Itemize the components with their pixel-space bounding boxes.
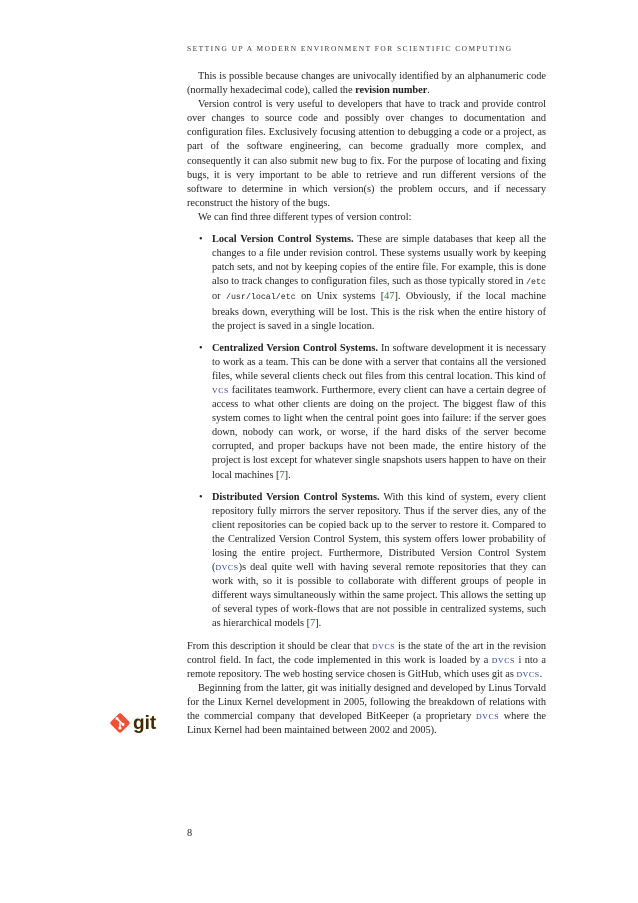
- text-run: This is possible because changes are univocally identified by an alphanumeric code (normally hexadecimal code), called the: [187, 71, 546, 97]
- code-path: /etc: [526, 278, 546, 288]
- citation-link[interactable]: 47: [384, 291, 395, 303]
- bullet-icon: •: [199, 342, 203, 354]
- page-number: 8: [187, 828, 193, 839]
- running-head: SETTING UP A MODERN ENVIRONMENT FOR SCIENTIFIC COMPUTING: [187, 44, 513, 53]
- paragraph-revision-number: [187, 70, 546, 98]
- text-run: ].: [284, 469, 291, 481]
- body-text: [187, 70, 546, 738]
- paragraph-dvcs-conclusion: [187, 640, 546, 682]
- paragraph-version-control: Version control is very useful to developers that have to track and provide control over changes to source code and possibly over changes to documentation and configuration files. Exclusively focusing attention to debugging a code or a project, as part of the software engineering, can become gradually more complex, and consequently it can also submit new bug to fix. For the purpose of locating and fixing bugs, it is very important to be able to retrieve and run different versions of the software to determine in which version(s) the problem occurs, and if necessary reconstruct the history of the bugs.: [187, 99, 546, 209]
- git-logo-text: git: [133, 713, 157, 734]
- text-run: Beginning from the latter, git was initially designed and developed by Linus Torvald for the Linux Kernel development in 2005, following the breakdown of relations with the commercial company that developed BitKeeper (a proprietary: [187, 682, 546, 723]
- text-run: ].: [315, 618, 322, 630]
- acronym-link[interactable]: DVCS: [476, 712, 500, 722]
- git-logo: [108, 710, 168, 736]
- item-title: Centralized Version Control Systems.: [212, 342, 378, 354]
- text-run: In software development it is necessary to work as a team. This can be done with a server that contains all the versioned files, while several clients check out files from this central location. This kind of: [212, 342, 546, 382]
- vcs-types-list: [187, 233, 546, 632]
- text-run: is the state of the art in the revision control field. In fact, the code implemented in this work is loaded by a: [187, 640, 546, 666]
- text-run: .: [427, 85, 430, 97]
- item-title: Distributed Version Control Systems.: [212, 491, 380, 503]
- text-run: .: [539, 668, 543, 680]
- acronym-link[interactable]: DVCS: [215, 563, 239, 573]
- text-run: facilitates teamwork. Furthermore, every client can have a certain degree of access to what other clients are doing on the project. The biggest flaw of this system comes to light when the central point goes into failure: if the server goes down, nobody can work, or worse, if the hard disks of the server become corrupted, and proper backups have not been made, the entire history of the project is lost except for whatever single snapshots users happen to have on their local machines [: [212, 384, 546, 481]
- text-run: From this description it should be clear that: [187, 640, 373, 652]
- acronym-link[interactable]: DVCS: [491, 655, 515, 665]
- acronym-link[interactable]: DVCS: [516, 669, 540, 679]
- text-run: With this kind of system, every client repository fully mirrors the server repository. Thus if the server dies, any of the client repositories can be copied back up to the server to restore it. Compared to the Centralized Version Control System, this system offers lower probability of losing the entire project. Furthermore, Distributed Version Control System (: [212, 491, 546, 574]
- acronym-link[interactable]: VCS: [212, 385, 229, 395]
- bullet-icon: •: [199, 234, 203, 246]
- paragraph-types-intro: We can find three different types of version control:: [198, 211, 412, 223]
- text-run: i nto a remote repository. The web hosting service chosen is GitHub, which uses git as: [187, 654, 546, 680]
- citation-link[interactable]: 7: [279, 469, 285, 481]
- item-title: Local Version Control Systems.: [212, 234, 354, 246]
- paragraph-git-history: [187, 682, 546, 738]
- text-run: ]. Obviously, if the local machine breaks down, everything will be lost. This is the risk when the entire history of the project is saved in a single location.: [212, 291, 546, 332]
- text-run: or: [212, 291, 226, 303]
- git-icon: [108, 710, 168, 736]
- citation-link[interactable]: 7: [310, 618, 316, 630]
- term-revision-number: revision number: [355, 85, 428, 97]
- bullet-icon: •: [199, 491, 203, 503]
- text-run: on Unix systems [: [295, 291, 385, 303]
- list-item-local-vcs: [187, 233, 546, 334]
- code-path: /usr/local/etc: [225, 293, 296, 303]
- text-run: where the Linux Kernel had been maintained between 2002 and 2005).: [187, 711, 547, 737]
- text-run: These are simple databases that keep all the changes to a file under revision control. These systems usually work by keeping patch sets, and not by keeping copies of the entire file. For example, this is done also to track changes to configuration files, such as those typically stored in: [212, 234, 546, 288]
- text-run: )s deal quite well with having several remote repositories that they can work with, so it is possible to collaborate with different groups of people in different ways simultaneously within the same project. This allows the setting up of several types of work-flows that are not possible in centralized systems, such as hierarchical models [: [212, 562, 546, 630]
- acronym-link[interactable]: DVCS: [372, 641, 396, 651]
- list-item-distributed-vcs: [187, 491, 546, 632]
- list-item-centralized-vcs: [187, 342, 546, 483]
